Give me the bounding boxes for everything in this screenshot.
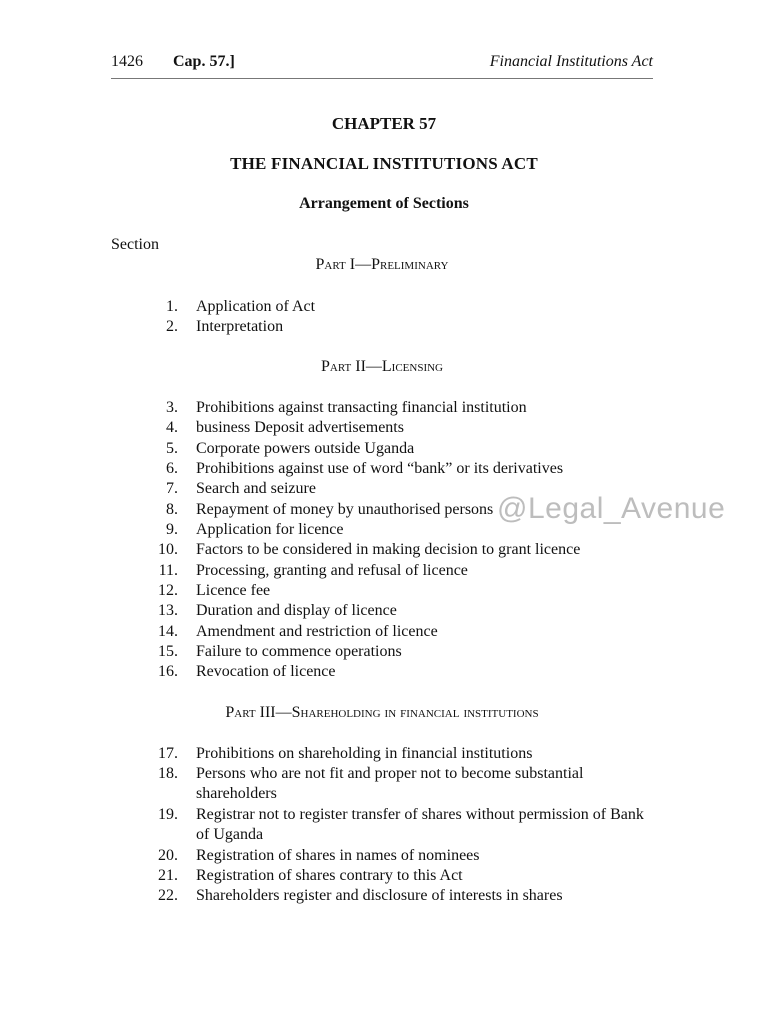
section-title: Revocation of licence: [196, 663, 336, 680]
section-number: 1.: [166, 298, 178, 315]
section-number: 10.: [158, 541, 178, 558]
section-number: 12.: [158, 582, 178, 599]
running-title: Financial Institutions Act: [489, 53, 653, 70]
section-number: 4.: [166, 419, 178, 436]
running-header: [111, 53, 653, 79]
section-title: Interpretation: [196, 318, 284, 335]
chapter-reference: Cap. 57.]: [173, 53, 235, 70]
chapter-title: CHAPTER 57: [331, 114, 437, 133]
section-title: Factors to be considered in making decision to grant licence: [196, 541, 581, 558]
part-heading-1: [0, 256, 764, 274]
section-number: 22.: [158, 887, 178, 904]
section-number: 6.: [166, 460, 178, 477]
section-title: Registration of shares contrary to this Act: [196, 867, 463, 884]
section-title: Shareholders register and disclosure of interests in shares: [196, 887, 563, 904]
section-number: 2.: [166, 318, 178, 335]
section-number: 14.: [158, 623, 178, 640]
section-number: 5.: [166, 440, 178, 457]
section-number: 15.: [158, 643, 178, 660]
part-heading-3: [0, 704, 764, 722]
section-title: Prohibitions against transacting financial institution: [196, 399, 527, 416]
section-number: 16.: [158, 663, 178, 680]
part-heading-text: Part I—Preliminary: [315, 256, 449, 273]
section-title: Registrar not to register transfer of shares without permission of Bank of Uganda: [196, 806, 644, 843]
section-number: 9.: [166, 521, 178, 538]
arrangement-title: Arrangement of Sections: [299, 195, 469, 212]
watermark-text: @Legal_Avenue: [497, 492, 726, 525]
section-title: Corporate powers outside Uganda: [196, 440, 415, 457]
page-number: 1426: [111, 53, 143, 70]
section-title: Processing, granting and refusal of licence: [196, 562, 468, 579]
header-divider: [111, 78, 653, 79]
section-column-label: Section: [111, 236, 159, 253]
section-title: business Deposit advertisements: [196, 419, 404, 436]
section-title: Persons who are not fit and proper not to become substantial shareholders: [196, 765, 584, 802]
part-heading-text: Part II—Licensing: [321, 358, 443, 375]
section-title: Repayment of money by unauthorised persons: [196, 501, 494, 518]
section-title: Prohibitions on shareholding in financial institutions: [196, 745, 533, 762]
section-number: 11.: [158, 562, 178, 579]
section-number: 7.: [166, 480, 178, 497]
section-number: 13.: [158, 602, 178, 619]
section-title: Application of Act: [196, 298, 316, 315]
section-number: 8.: [166, 501, 178, 518]
section-number: 17.: [158, 745, 178, 762]
section-number: 18.: [158, 765, 178, 782]
section-title: Application for licence: [196, 521, 344, 538]
part-heading-text: Part III—Shareholding in financial institutions: [225, 704, 539, 721]
section-number: 21.: [158, 867, 178, 884]
section-title: Failure to commence operations: [196, 643, 402, 660]
section-number: 20.: [158, 847, 178, 864]
part-heading-2: [0, 358, 764, 376]
section-title: Registration of shares in names of nominees: [196, 847, 480, 864]
section-title: Prohibitions against use of word “bank” or its derivatives: [196, 460, 564, 477]
section-title: Amendment and restriction of licence: [196, 623, 438, 640]
section-title: Duration and display of licence: [196, 602, 397, 619]
act-title: THE FINANCIAL INSTITUTIONS ACT: [230, 154, 538, 173]
section-title: Licence fee: [196, 582, 271, 599]
section-number: 19.: [158, 806, 178, 823]
section-number: 3.: [166, 399, 178, 416]
section-title: Search and seizure: [196, 480, 316, 497]
